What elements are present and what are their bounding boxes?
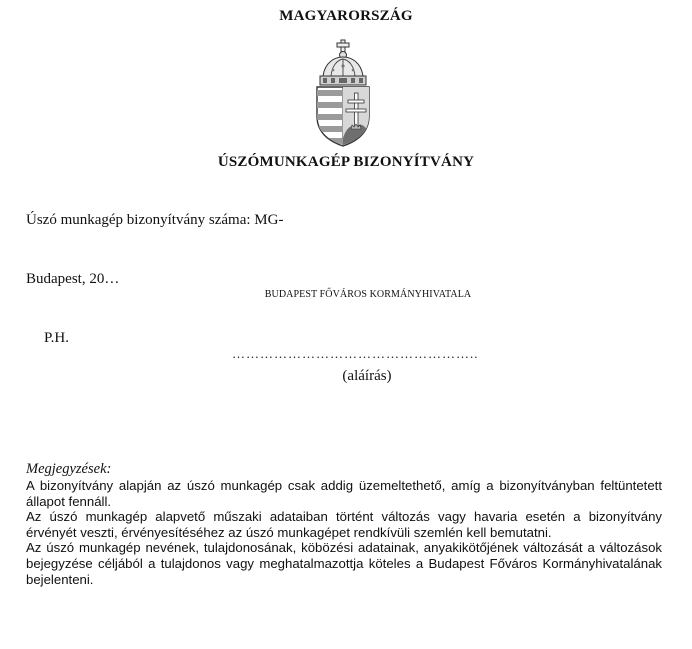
seal-label: P.H. bbox=[44, 330, 70, 346]
certificate-number-label: Úszó munkagép bizonyítvány száma: MG- bbox=[26, 212, 284, 228]
notes-heading: Megjegyzések: bbox=[26, 461, 112, 477]
signature-line: …………………………………………….. bbox=[232, 346, 479, 361]
hungary-coat-of-arms-icon bbox=[311, 38, 375, 148]
country-heading: MAGYARORSZÁG bbox=[279, 8, 413, 24]
note-paragraph-1: A bizonyítvány alapján az úszó munkagép csak addig üzemeltethető, amíg a bizonyítványban feltüntetett állapot fennáll. bbox=[26, 478, 662, 509]
note-paragraph-3: Az úszó munkagép nevének, tulajdonosának, köbözési adatainak, anyakikötőjének változását a változások bejegyzése céljából a tulajdonos vagy meghatalmazottja köteles a Budapest Főváros Kormányhivatalának bejelenteni. bbox=[26, 540, 662, 587]
place-and-date: Budapest, 20… bbox=[26, 271, 120, 287]
note-paragraph-2: Az úszó munkagép alapvető műszaki adataiban történt változás vagy havaria esetén a bizonyítvány érvényét veszti, érvényesítéséhez az úszó munkagépet rendkívüli szemlén kell bemutatni. bbox=[26, 509, 662, 540]
document-title: ÚSZÓMUNKAGÉP BIZONYÍTVÁNY bbox=[217, 154, 475, 170]
issuing-authority: BUDAPEST FŐVÁROS KORMÁNYHIVATALA bbox=[264, 289, 472, 300]
signature-label: (aláírás) bbox=[342, 368, 392, 384]
notes-section bbox=[26, 461, 662, 587]
